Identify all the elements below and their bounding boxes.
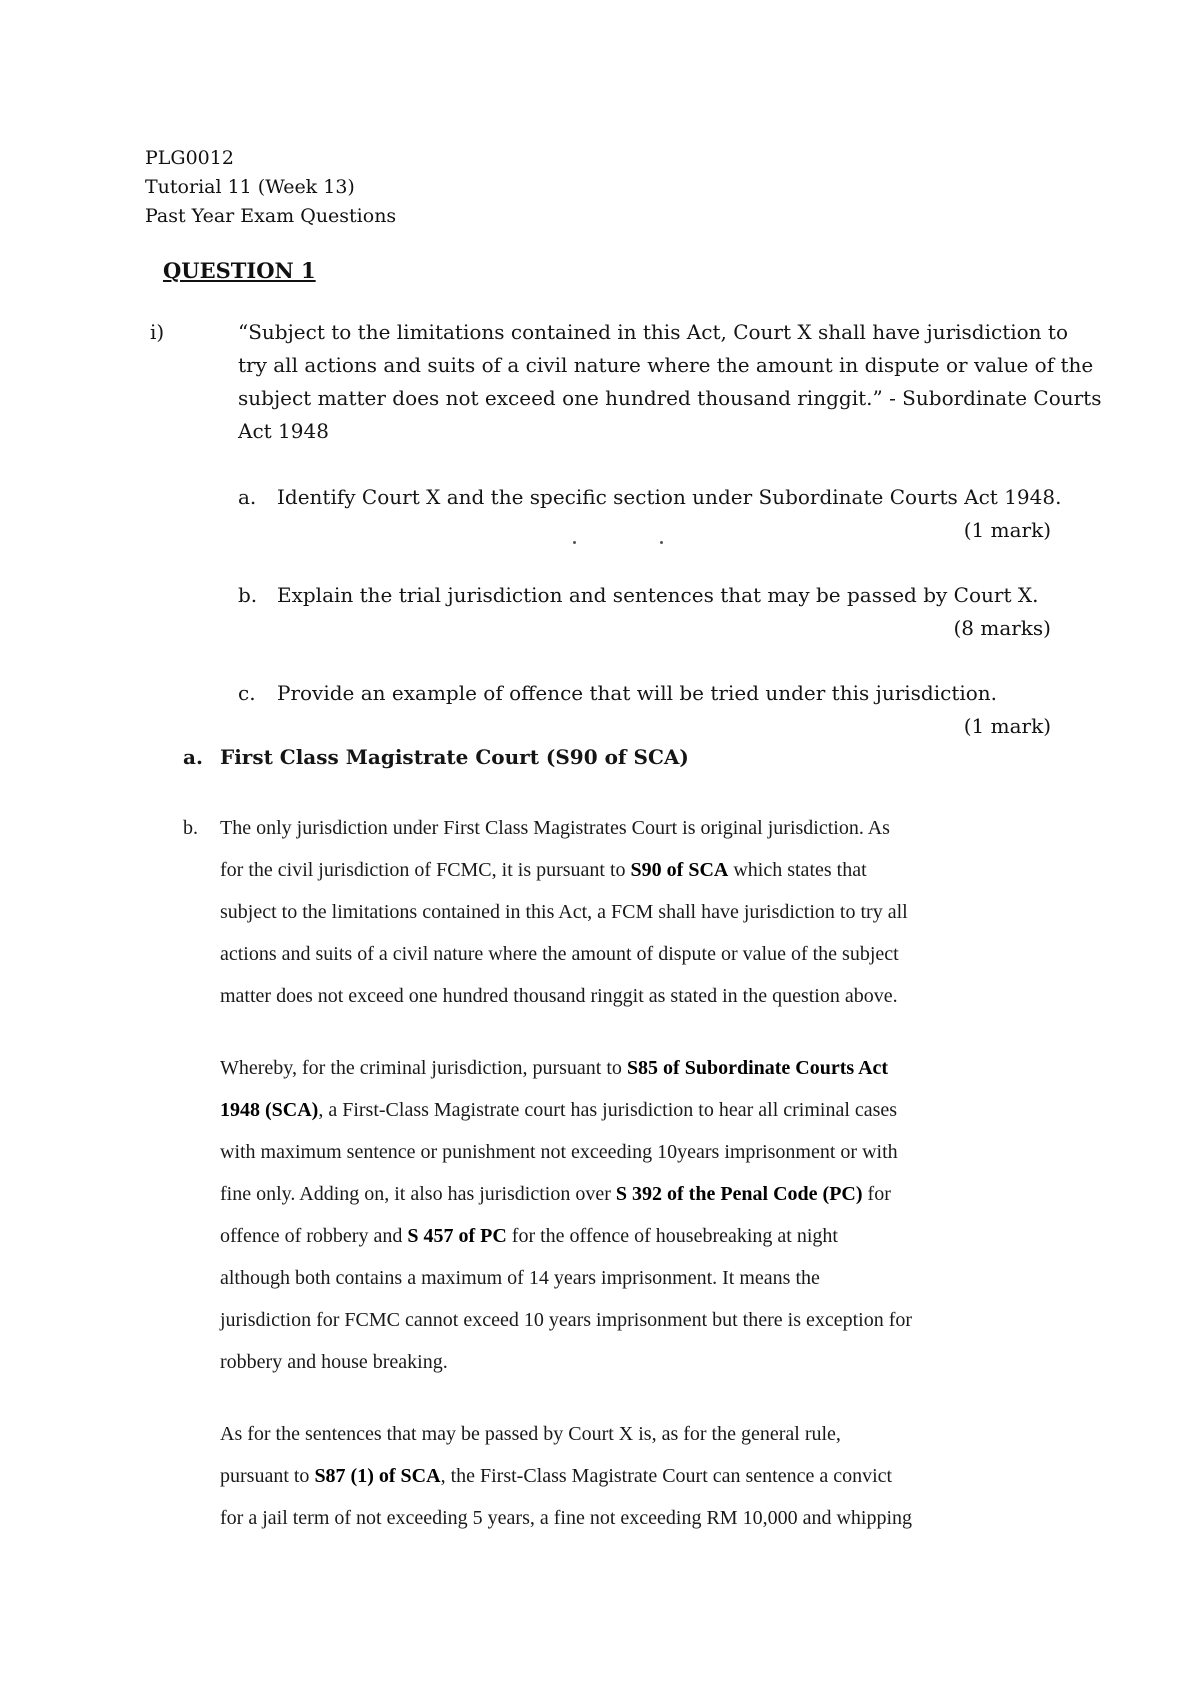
answer-text-line: jurisdiction for FCMC cannot exceed 10 years imprisonment but there is exception for — [220, 1309, 913, 1331]
course-code: PLG0012 — [145, 147, 234, 169]
part-b-label: b. — [238, 583, 258, 607]
answer-text-line: 1948 (SCA), a First-Class Magistrate court has jurisdiction to hear all criminal cases — [220, 1099, 898, 1121]
part-b-marks: (8 marks) — [953, 616, 1051, 640]
answer-text-line: with maximum sentence or punishment not exceeding 10years imprisonment or with — [220, 1141, 898, 1163]
question-title: QUESTION 1 — [163, 258, 316, 283]
answer-text-line: As for the sentences that may be passed by Court X is, as for the general rule, — [220, 1423, 841, 1445]
question-roman-label: i) — [150, 320, 165, 344]
page-subtitle: Past Year Exam Questions — [145, 205, 397, 227]
statute-reference: 1948 (SCA) — [220, 1099, 319, 1121]
part-c-label: c. — [238, 681, 256, 705]
answer-text-line: subject to the limitations contained in this Act, a FCM shall have jurisdiction to try all — [220, 901, 908, 923]
answer-text-line: for a jail term of not exceeding 5 years, a fine not exceeding RM 10,000 and whipping — [220, 1507, 913, 1529]
statute-reference: S 457 of PC — [407, 1225, 507, 1247]
statute-reference: S87 (1) of SCA — [314, 1465, 441, 1487]
answer-text-line: for the civil jurisdiction of FCMC, it is pursuant to S90 of SCA which states that — [220, 859, 867, 881]
answer-b-label: b. — [183, 817, 198, 839]
answer-text-line: although both contains a maximum of 14 years imprisonment. It means the — [220, 1267, 820, 1289]
answer-text-line: fine only. Adding on, it also has jurisdiction over S 392 of the Penal Code (PC) for — [220, 1183, 891, 1205]
question-quote-line: subject matter does not exceed one hundred thousand ringgit.” - Subordinate Courts — [238, 386, 1102, 410]
statute-reference: S 392 of the Penal Code (PC) — [615, 1183, 863, 1205]
part-a-label: a. — [238, 485, 257, 509]
answer-text-line: actions and suits of a civil nature where the amount of dispute or value of the subject — [220, 943, 899, 965]
answer-text-line: The only jurisdiction under First Class Magistrates Court is original jurisdiction. As — [220, 817, 890, 839]
part-a-text: Identify Court X and the specific section under Subordinate Courts Act 1948. — [277, 485, 1062, 509]
answer-text-line: matter does not exceed one hundred thousand ringgit as stated in the question above. — [220, 985, 898, 1007]
tutorial-title: Tutorial 11 (Week 13) — [145, 176, 355, 198]
stray-dot — [573, 541, 576, 544]
stray-dot — [660, 541, 663, 544]
question-quote-line: “Subject to the limitations contained in this Act, Court X shall have jurisdiction to — [238, 320, 1068, 344]
question-quote-line: try all actions and suits of a civil nature where the amount in dispute or value of the — [238, 353, 1094, 377]
answer-text-line: Whereby, for the criminal jurisdiction, pursuant to S85 of Subordinate Courts Act — [220, 1057, 889, 1079]
answer-a-text: First Class Magistrate Court (S90 of SCA) — [220, 745, 689, 769]
part-c-marks: (1 mark) — [963, 714, 1051, 738]
answer-text-line: robbery and house breaking. — [220, 1351, 448, 1373]
part-b-text: Explain the trial jurisdiction and sentences that may be passed by Court X. — [277, 583, 1039, 607]
answer-a-label: a. — [183, 745, 203, 769]
statute-reference: S90 of SCA — [630, 859, 729, 881]
question-quote-line: Act 1948 — [238, 419, 329, 443]
part-a-marks: (1 mark) — [963, 518, 1051, 542]
answer-text-line: pursuant to S87 (1) of SCA, the First-Class Magistrate Court can sentence a convict — [220, 1465, 893, 1487]
statute-reference: S85 of Subordinate Courts Act — [626, 1057, 889, 1079]
part-c-text: Provide an example of offence that will be tried under this jurisdiction. — [277, 681, 998, 705]
answer-text-line: offence of robbery and S 457 of PC for the offence of housebreaking at night — [220, 1225, 838, 1247]
